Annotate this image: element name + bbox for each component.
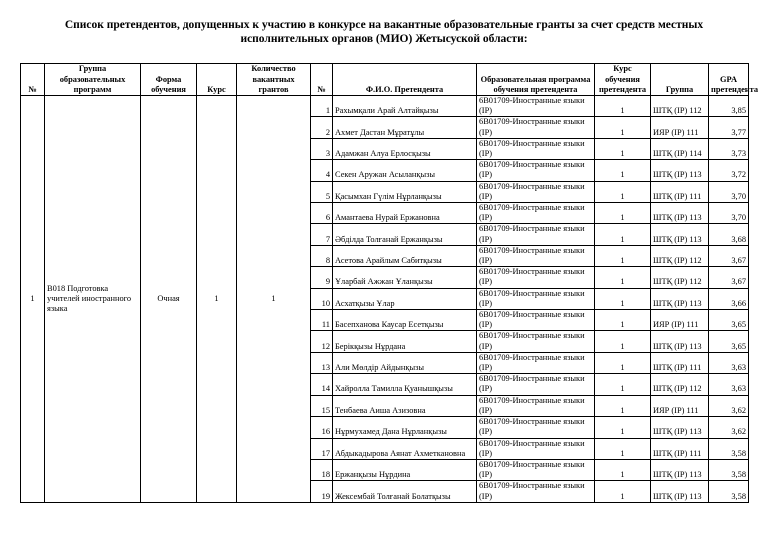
gpa: 3,63 [709,374,749,395]
applicant-name: Хайролла Тамилла Қуанышқызы [333,374,477,395]
row-number: 11 [311,310,333,331]
header-num: № [311,64,333,96]
program: 6В01709-Иностранные языки (IP) [477,459,595,480]
gpa: 3,65 [709,331,749,352]
program: 6В01709-Иностранные языки (IP) [477,331,595,352]
header-grp: Группа [651,64,709,96]
program: 6В01709-Иностранные языки (IP) [477,395,595,416]
course: 1 [595,459,651,480]
row-number: 2 [311,117,333,138]
gpa: 3,70 [709,181,749,202]
header-course: Курс [197,64,237,96]
row-number: 13 [311,352,333,373]
program: 6В01709-Иностранные языки (IP) [477,245,595,266]
header-no: № [21,64,45,96]
course: 1 [595,267,651,288]
row-number: 3 [311,138,333,159]
program: 6В01709-Иностранные языки (IP) [477,117,595,138]
group: ШТҚ (IP) 113 [651,481,709,502]
header-gpa: GPA претендента [709,64,749,96]
applicant-name: Қасымхан Гүлім Нұрланқызы [333,181,477,202]
group: ШТҚ (IP) 112 [651,96,709,117]
applicant-name: Жексембай Толғанай Болатқызы [333,481,477,502]
course: 1 [595,352,651,373]
table-body [21,96,749,503]
applicants-table [20,63,759,503]
applicant-name: Амантаева Нурай Ержановна [333,203,477,224]
row-number: 15 [311,395,333,416]
group: ШТҚ (IP) 114 [651,138,709,159]
gpa: 3,68 [709,224,749,245]
applicant-name: Адамжан Алуа Ерлосқызы [333,138,477,159]
gpa: 3,58 [709,438,749,459]
header-program: Образовательная программа обучения претендента [477,64,595,96]
document-title: Список претендентов, допущенных к участию в конкурсе на вакантные образовательные гранты за счет средств местных исполнительных органов (МИО) Жетысуской области: [64,19,704,45]
applicant-name: Тенбаева Аиша Азизовна [333,395,477,416]
program: 6В01709-Иностранные языки (IP) [477,224,595,245]
group: ШТҚ (IP) 113 [651,203,709,224]
row-number: 17 [311,438,333,459]
applicant-name: Али Мөлдір Айдынқызы [333,352,477,373]
gpa: 3,72 [709,160,749,181]
gpa: 3,62 [709,395,749,416]
group: ИЯР (IP) 111 [651,395,709,416]
group: ШТҚ (IP) 111 [651,352,709,373]
applicant-name: Ахмет Дастан Мұратұлы [333,117,477,138]
program: 6В01709-Иностранные языки (IP) [477,310,595,331]
program: 6В01709-Иностранные языки (IP) [477,374,595,395]
row-number: 12 [311,331,333,352]
row-number: 5 [311,181,333,202]
program: 6В01709-Иностранные языки (IP) [477,481,595,502]
group-no: 1 [21,96,45,503]
applicant-name: Әбділда Толғанай Ержанқызы [333,224,477,245]
group: ШТҚ (IP) 112 [651,267,709,288]
program: 6В01709-Иностранные языки (IP) [477,203,595,224]
course: 1 [595,160,651,181]
program: 6В01709-Иностранные языки (IP) [477,160,595,181]
applicant-name: Асетова Арайлым Сабитқызы [333,245,477,266]
program: 6В01709-Иностранные языки (IP) [477,417,595,438]
course: 1 [595,481,651,502]
program: 6В01709-Иностранные языки (IP) [477,352,595,373]
row-number: 19 [311,481,333,502]
applicant-name: Берікқызы Нұрдана [333,331,477,352]
program: 6В01709-Иностранные языки (IP) [477,267,595,288]
row-number: 9 [311,267,333,288]
program: 6В01709-Иностранные языки (IP) [477,438,595,459]
group: ШТҚ (IP) 113 [651,160,709,181]
group: ШТҚ (IP) 111 [651,181,709,202]
gpa: 3,85 [709,96,749,117]
group-form: Очная [141,96,197,503]
course: 1 [595,117,651,138]
course: 1 [595,181,651,202]
row-number: 7 [311,224,333,245]
gpa: 3,73 [709,138,749,159]
group: ШТҚ (IP) 113 [651,224,709,245]
gpa: 3,65 [709,310,749,331]
row-number: 6 [311,203,333,224]
gpa: 3,58 [709,481,749,502]
group-name: В018 Подготовка учителей иностранного языка [45,96,141,503]
gpa: 3,70 [709,203,749,224]
course: 1 [595,438,651,459]
header-form: Форма обучения [141,64,197,96]
header-vacancies: Количество вакантных грантов [237,64,311,96]
course: 1 [595,374,651,395]
table-row [21,96,749,117]
group: ШТҚ (IP) 113 [651,331,709,352]
program: 6В01709-Иностранные языки (IP) [477,138,595,159]
program: 6В01709-Иностранные языки (IP) [477,288,595,309]
group: ШТҚ (IP) 112 [651,245,709,266]
row-number: 4 [311,160,333,181]
gpa: 3,62 [709,417,749,438]
program: 6В01709-Иностранные языки (IP) [477,96,595,117]
header-group: Группа образовательных программ [45,64,141,96]
gpa: 3,58 [709,459,749,480]
row-number: 14 [311,374,333,395]
course: 1 [595,224,651,245]
group: ИЯР (IP) 111 [651,310,709,331]
header-course2: Курс обучения претендента [595,64,651,96]
course: 1 [595,310,651,331]
group: ШТҚ (IP) 113 [651,288,709,309]
group: ШТҚ (IP) 112 [651,374,709,395]
row-number: 10 [311,288,333,309]
applicant-name: Басепханова Каусар Есетқызы [333,310,477,331]
course: 1 [595,245,651,266]
applicant-name: Абдыкадырова Аянат Ахметкановна [333,438,477,459]
gpa: 3,66 [709,288,749,309]
table-header-row [21,64,749,96]
course: 1 [595,288,651,309]
gpa: 3,67 [709,245,749,266]
group: ИЯР (IP) 111 [651,117,709,138]
applicant-name: Секен Аружан Асыланқызы [333,160,477,181]
course: 1 [595,96,651,117]
group: ШТҚ (IP) 113 [651,417,709,438]
gpa: 3,67 [709,267,749,288]
course: 1 [595,203,651,224]
course: 1 [595,331,651,352]
gpa: 3,77 [709,117,749,138]
row-number: 8 [311,245,333,266]
applicant-name: Ержанқызы Нұрдина [333,459,477,480]
program: 6В01709-Иностранные языки (IP) [477,181,595,202]
course: 1 [595,138,651,159]
course: 1 [595,417,651,438]
row-number: 18 [311,459,333,480]
row-number: 1 [311,96,333,117]
applicant-name: Рахымқали Арай Алтайқызы [333,96,477,117]
applicant-name: Ұларбай Ажжан Ұланқызы [333,267,477,288]
group: ШТҚ (IP) 113 [651,459,709,480]
course: 1 [595,395,651,416]
applicant-name: Нұрмухамед Дана Нұрланқызы [333,417,477,438]
row-number: 16 [311,417,333,438]
gpa: 3,63 [709,352,749,373]
header-fio: Ф.И.О. Претендента [333,64,477,96]
group: ШТҚ (IP) 111 [651,438,709,459]
applicant-name: Асхатқызы Ұлар [333,288,477,309]
group-course: 1 [197,96,237,503]
group-vacancies: 1 [237,96,311,503]
